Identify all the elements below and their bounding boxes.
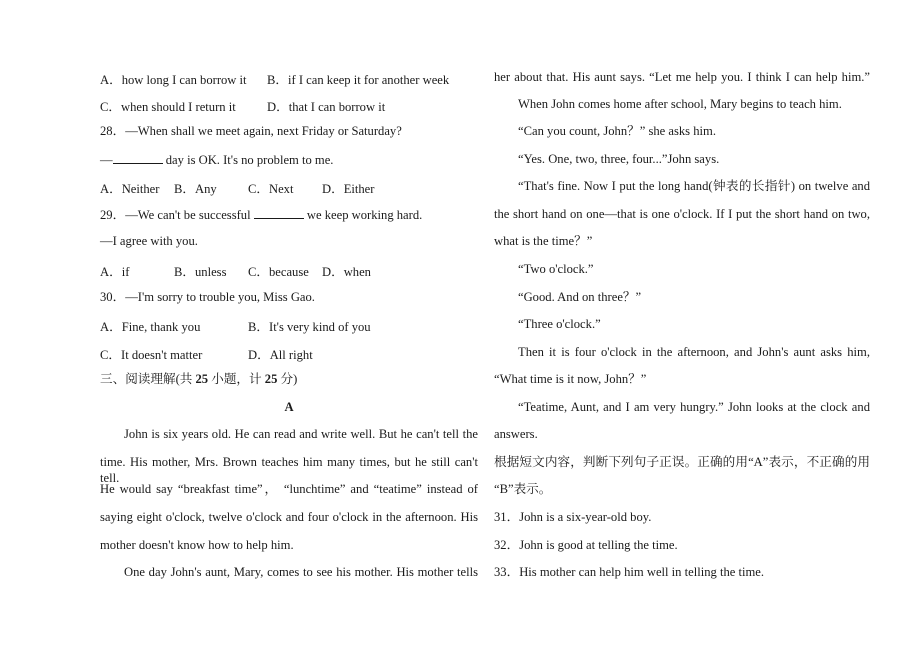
passage-line: When John comes home after school, Mary begins to teach him. [518, 97, 842, 111]
q30-option-a[interactable]: A．Fine, thank you [100, 320, 201, 334]
q30-option-b[interactable]: B．It's very kind of you [248, 320, 371, 334]
passage-line: “Yes. One, two, three, four...”John says. [518, 152, 720, 166]
q28-option-a[interactable]: A．Neither [100, 182, 160, 196]
instruction-text: 根据短文内容，判断下列句子正误。正确的用“A”表示，不正确的用 [494, 455, 870, 469]
q29-answer-blank[interactable] [254, 206, 304, 219]
passage-line: “That's fine. Now I put the long hand(钟表的长指针) on twelve and [518, 179, 870, 193]
passage-line: One day John's aunt, Mary, comes to see his mother. His mother tells [124, 565, 478, 579]
section-score: 25 [264, 372, 278, 386]
passage-line: “Good. And on three？” [518, 290, 642, 304]
section-heading-mid: 小题，计 [208, 372, 265, 386]
q27-option-c[interactable]: C．when should I return it [100, 100, 236, 114]
q27-option-b[interactable]: B．if I can keep it for another week [267, 73, 450, 87]
q30-option-c[interactable]: C．It doesn't matter [100, 348, 203, 362]
passage-line: mother doesn't know how to help him. [100, 538, 294, 552]
q30-option-d[interactable]: D．All right [248, 348, 313, 362]
passage-line: “Can you count, John？” she asks him. [518, 124, 716, 138]
q32-statement[interactable]: 32．John is good at telling the time. [494, 538, 678, 552]
passage-line: answers. [494, 427, 538, 441]
passage-line: He would say “breakfast time”， “lunchtime” and “teatime” instead of [100, 482, 478, 496]
section-heading [100, 371, 297, 387]
section-heading-post: 分) [277, 372, 298, 386]
q29-stem-post: we keep working hard. [303, 208, 423, 222]
passage-line: John is six years old. He can read and write well. But he can't tell the [124, 427, 478, 441]
passage-line: her about that. His aunt says. “Let me help you. I think I can help him.” [494, 70, 870, 84]
q27-option-d[interactable]: D．that I can borrow it [267, 100, 386, 114]
q29-stem [100, 206, 422, 223]
q28-option-b[interactable]: B．Any [174, 182, 217, 196]
q30-stem: 30．—I'm sorry to trouble you, Miss Gao. [100, 290, 315, 304]
q29-option-c[interactable]: C．because [248, 265, 309, 279]
q29-reply: —I agree with you. [100, 234, 198, 248]
section-question-count: 25 [195, 372, 209, 386]
passage-line: “Two o'clock.” [518, 262, 594, 276]
q29-option-a[interactable]: A．if [100, 265, 130, 279]
passage-line: Then it is four o'clock in the afternoon, and John's aunt asks him, [518, 345, 870, 359]
q33-statement[interactable]: 33．His mother can help him well in telling the time. [494, 565, 765, 579]
q28-answer-blank[interactable] [113, 151, 163, 164]
passage-line: “What time is it now, John？” [494, 372, 647, 386]
q29-option-b[interactable]: B．unless [174, 265, 227, 279]
passage-line: saying eight o'clock, twelve o'clock and four o'clock in the afternoon. His [100, 510, 478, 524]
instruction-text: “B”表示。 [494, 482, 552, 496]
passage-line: “Teatime, Aunt, and I am very hungry.” John looks at the clock and [518, 400, 870, 414]
q28-option-c[interactable]: C．Next [248, 182, 294, 196]
passage-line: what is the time？” [494, 234, 593, 248]
q29-stem-pre: 29．—We can't be successful [100, 208, 254, 222]
q27-option-a[interactable]: A．how long I can borrow it [100, 73, 247, 87]
q28-stem: 28．—When shall we meet again, next Friday or Saturday? [100, 124, 402, 138]
section-heading-pre: 三、阅读理解(共 [100, 372, 196, 386]
passage-line: time. His mother, Mrs. Brown teaches him many times, but he still can't tell. [100, 455, 478, 485]
q28-reply [100, 151, 333, 168]
passage-line: “Three o'clock.” [518, 317, 601, 331]
passage-label: A [284, 400, 294, 414]
q28-reply-text: day is OK. It's no problem to me. [162, 153, 334, 167]
q31-statement[interactable]: 31．John is a six-year-old boy. [494, 510, 652, 524]
q28-reply-dash: — [100, 153, 113, 167]
q29-option-d[interactable]: D．when [322, 265, 371, 279]
q28-option-d[interactable]: D．Either [322, 182, 375, 196]
passage-line: the short hand on one—that is one o'clock. If I put the short hand on two, [494, 207, 870, 221]
